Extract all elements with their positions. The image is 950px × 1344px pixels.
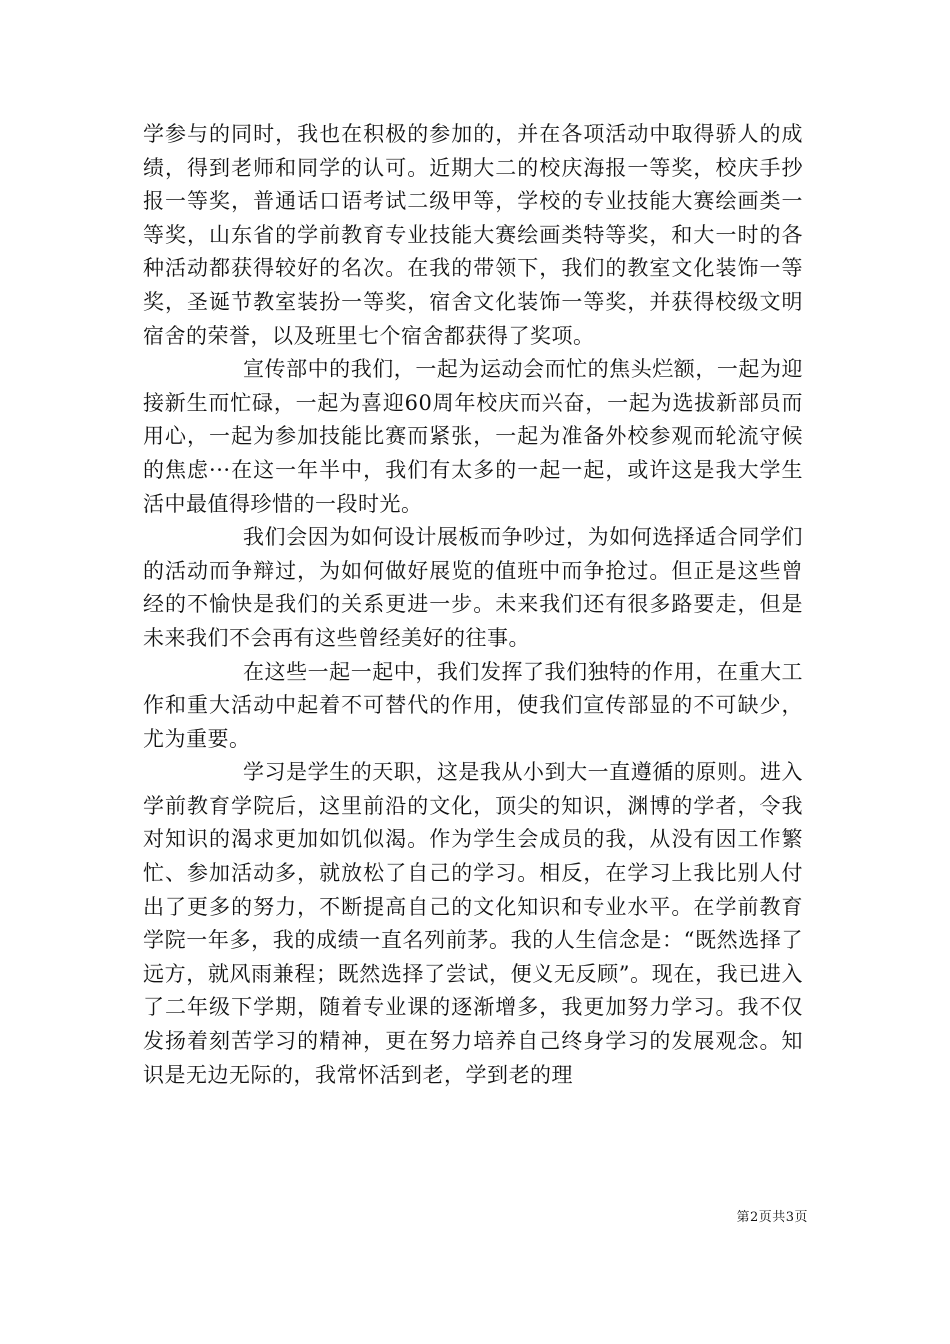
- paragraph-4: 在这些一起一起中，我们发挥了我们独特的作用，在重大工作和重大活动中起着不可替代的作用，使我们宣传部显的不可缺少，尤为重要。: [143, 659, 803, 751]
- paragraph-2: 宣传部中的我们，一起为运动会而忙的焦头烂额，一起为迎接新生而忙碌，一起为喜迎60周年校庆而兴奋，一起为选拔新部员而用心，一起为参加技能比赛而紧张，一起为准备外校参观而轮流守候的焦虑···在这一年半中，我们有太多的一起一起，或许这是我大学生活中最值得珍惜的一段时光。: [143, 357, 803, 516]
- paragraph-1: 学参与的同时，我也在积极的参加的，并在各项活动中取得骄人的成绩，得到老师和同学的认可。近期大二的校庆海报一等奖，校庆手抄报一等奖，普通话口语考试二级甲等，学校的专业技能大赛绘画类一等奖，山东省的学前教育专业技能大赛绘画类特等奖，和大一时的各种活动都获得较好的名次。在我的带领下，我们的教室文化装饰一等奖，圣诞节教室装扮一等奖，宿舍文化装饰一等奖，并获得校级文明宿舍的荣誉，以及班里七个宿舍都获得了奖项。: [143, 122, 803, 348]
- document-body: [143, 118, 803, 1092]
- page-number-footer: 第2页共3页: [736, 1210, 808, 1225]
- paragraph-3: 我们会因为如何设计展板而争吵过，为如何选择适合同学们的活动而争辩过，为如何做好展览的值班中而争抢过。但正是这些曾经的不愉快是我们的关系更进一步。未来我们还有很多路要走，但是未来我们不会再有这些曾经美好的往事。: [143, 525, 803, 650]
- paragraph-5: 学习是学生的天职，这是我从小到大一直遵循的原则。进入学前教育学院后，这里前沿的文化，顶尖的知识，渊博的学者，令我对知识的渴求更加如饥似渴。作为学生会成员的我，从没有因工作繁忙、参加活动多，就放松了自己的学习。相反，在学习上我比别人付出了更多的努力，不断提高自己的文化知识和专业水平。在学前教育学院一年多，我的成绩一直名列前茅。我的人生信念是：“既然选择了远方，就风雨兼程；既然选择了尝试，便义无反顾”。现在，我已进入了二年级下学期，随着专业课的逐渐增多，我更加努力学习。我不仅发扬着刻苦学习的精神，更在努力培养自己终身学习的发展观念。知识是无边无际的，我常怀活到老，学到老的理: [143, 760, 803, 1087]
